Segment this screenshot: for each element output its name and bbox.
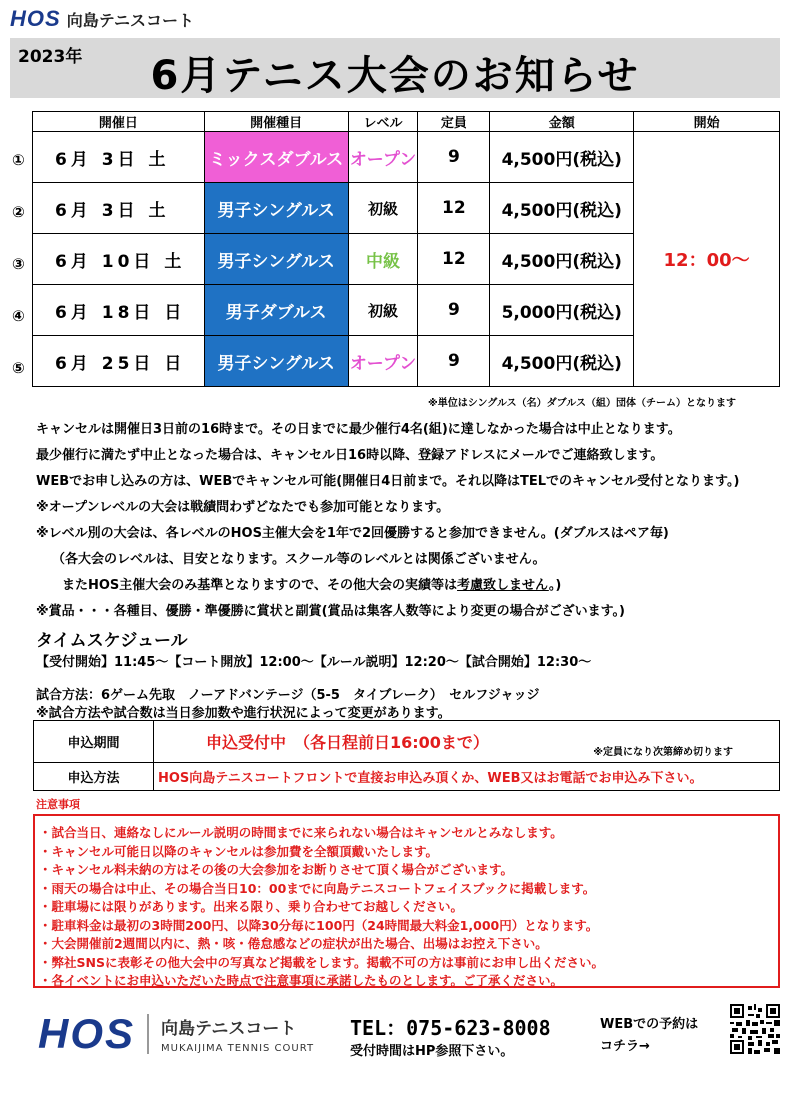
match-method: 試合方法：6ゲーム先取 ノーアドバンテージ（5-5 タイブレーク） セルフジャッジ (36, 688, 540, 703)
schedule-section (10, 111, 780, 390)
note-hos-standard-underlined: 考慮致しません (457, 578, 549, 593)
level-cell: 初級 (348, 183, 418, 234)
period-note: ※定員になり次第締め切ります (593, 747, 733, 758)
brand-name-en: MUKAIJIMA TENNIS COURT (161, 1043, 315, 1054)
period-value (154, 721, 780, 763)
date-cell: 6月 3日 土 (33, 132, 205, 183)
web-booking-line2: コチラ→ (600, 1039, 650, 1054)
caution-label: 注意事項 (36, 798, 80, 811)
note-hos-standard-text: またHOS主催大会のみ基準となりますので、その他大会の実績等は (62, 578, 458, 593)
start-time-cell: 12：00～ (634, 132, 780, 387)
hos-logo-mark: HOS (10, 6, 61, 31)
application-method-row (34, 763, 780, 791)
table-row (33, 132, 780, 183)
price-cell: 4,500円(税込) (490, 336, 634, 387)
note-hos-standard-end: 。) (548, 578, 562, 593)
hos-logo-mark: HOS (38, 1010, 136, 1057)
col-header-capacity: 定員 (418, 112, 490, 132)
unit-note: ※単位はシングルス（名）ダブルス（組）団体（チーム）となります (428, 398, 736, 409)
row-number: ⑤ (12, 359, 25, 377)
caution-box (33, 814, 780, 988)
page-title: 6月テニス大会のお知らせ (150, 53, 640, 99)
date-cell: 6月 3日 土 (33, 183, 205, 234)
capacity-cell: 12 (418, 234, 490, 285)
col-header-start: 開始 (634, 112, 780, 132)
reception-hours-note: 受付時間はHP参照下さい。 (350, 1044, 514, 1059)
brand-name-jp: 向島テニスコート (161, 1019, 297, 1039)
application-table (33, 720, 780, 791)
brand-name: 向島テニスコート (66, 10, 195, 30)
event-cell: 男子シングルス (204, 234, 348, 285)
capacity-cell: 9 (418, 285, 490, 336)
price-cell: 4,500円(税込) (490, 234, 634, 285)
title-banner (10, 38, 780, 98)
capacity-cell: 12 (418, 183, 490, 234)
row-number: ① (12, 151, 25, 169)
row-number: ② (12, 203, 25, 221)
price-cell: 4,500円(税込) (490, 132, 634, 183)
note-hos-standard (62, 574, 561, 593)
logo-divider (147, 1014, 149, 1054)
caution-item: ・各イベントにお申込いただいた時点で注意事項に承諾したものとします。ご了承ください。 (39, 973, 564, 988)
caution-item: ・弊社SNSに表彰その他大会中の写真など掲載をします。掲載不可の方は事前にお申し出ください。 (39, 954, 604, 970)
note-level-guideline: （各大会のレベルは、目安となります。スクール等のレベルとは関係ございません。 (52, 552, 546, 567)
schedule-table (32, 111, 780, 387)
note-web-cancel: WEBでお申し込みの方は、WEBでキャンセル可能(開催日4日前まで。それ以降はTELでのキャンセル受付となります。) (36, 474, 740, 489)
capacity-cell: 9 (418, 336, 490, 387)
event-cell: ミックスダブルス (204, 132, 348, 183)
event-cell: 男子ダブルス (204, 285, 348, 336)
capacity-cell: 9 (418, 132, 490, 183)
caution-item: ・試合当日、連絡なしにルール説明の時間までに来られない場合はキャンセルとみなします。 (39, 825, 563, 840)
phone-number: TEL：075-623-8008 (350, 1016, 551, 1040)
note-level-restriction: ※レベル別の大会は、各レベルのHOS主催大会を1年で2回優勝すると参加できません。(ダブルスはペア毎) (36, 526, 669, 541)
date-cell: 6月 10日 土 (33, 234, 205, 285)
footer-brand (161, 1014, 314, 1054)
caution-item: ・キャンセル可能日以降のキャンセルは参加費を全額頂戴いたします。 (39, 843, 439, 859)
caution-item: ・大会開催前2週間以内に、熱・咳・倦怠感などの症状が出た場合、出場はお控え下さい。 (39, 936, 548, 951)
table-header-row (33, 112, 780, 132)
level-cell: オープン (348, 336, 418, 387)
price-cell: 5,000円(税込) (490, 285, 634, 336)
caution-item: ・キャンセル料未納の方はその後の大会参加をお断りさせて頂く場合がございます。 (39, 862, 514, 877)
note-cancel: キャンセルは開催日3日前の16時まで。その日までに最少催行4名(組)に達しなかった場合は中止となります。 (36, 422, 681, 437)
level-cell: 中級 (348, 234, 418, 285)
col-header-date: 開催日 (33, 112, 205, 132)
event-cell: 男子シングルス (204, 336, 348, 387)
caution-item: ・雨天の場合は中止、その場合当日10：00までに向島テニスコートフェイスブックに掲載します。 (39, 880, 596, 896)
row-number: ③ (12, 255, 25, 273)
application-period-row (34, 721, 780, 763)
caution-item: ・駐車場には限りがあります。出来る限り、乗り合わせてお越しください。 (39, 899, 464, 914)
level-cell: オープン (348, 132, 418, 183)
time-schedule-line: 【受付開始】11:45～【コート開放】12:00～【ルール説明】12:20～【試合開始】12:30～ (36, 655, 592, 670)
web-booking-line1: WEBでの予約は (600, 1017, 699, 1032)
footer-logo (38, 1010, 314, 1058)
method-label: 申込方法 (34, 763, 154, 791)
col-header-event: 開催種目 (204, 112, 348, 132)
date-cell: 6月 18日 日 (33, 285, 205, 336)
event-cell: 男子シングルス (204, 183, 348, 234)
period-label: 申込期間 (34, 721, 154, 763)
col-header-price: 金額 (490, 112, 634, 132)
note-cancel-contact: 最少催行に満たず中止となった場合は、キャンセル日16時以降、登録アドレスにメールでご連絡致します。 (36, 448, 664, 463)
year-label: 2023年 (18, 47, 83, 67)
col-header-level: レベル (348, 112, 418, 132)
period-value-text: 申込受付中 （各日程前日16:00まで） (206, 733, 489, 752)
note-prizes: ※賞品・・・各種目、優勝・準優勝に賞状と副賞(賞品は集客人数等により変更の場合がございます。) (36, 604, 625, 619)
caution-item: ・駐車料金は最初の3時間200円、以降30分毎に100円（24時間最大料金1,000円）となります。 (39, 917, 599, 933)
note-open-level: ※オープンレベルの大会は戦績問わずどなたでも参加可能となります。 (36, 500, 450, 515)
date-cell: 6月 25日 日 (33, 336, 205, 387)
level-cell: 初級 (348, 285, 418, 336)
method-value: HOS向島テニスコートフロントで直接お申込み頂くか、WEB又はお電話でお申込み下さい。 (154, 763, 780, 791)
qr-code-icon[interactable] (730, 1004, 780, 1054)
header-logo (10, 6, 194, 32)
match-method-note: ※試合方法や試合数は当日参加数や進行状況によって変更があります。 (36, 706, 451, 721)
web-booking-text (600, 1014, 698, 1058)
row-number: ④ (12, 307, 25, 325)
price-cell: 4,500円(税込) (490, 183, 634, 234)
time-schedule-heading: タイムスケジュール (36, 631, 188, 651)
